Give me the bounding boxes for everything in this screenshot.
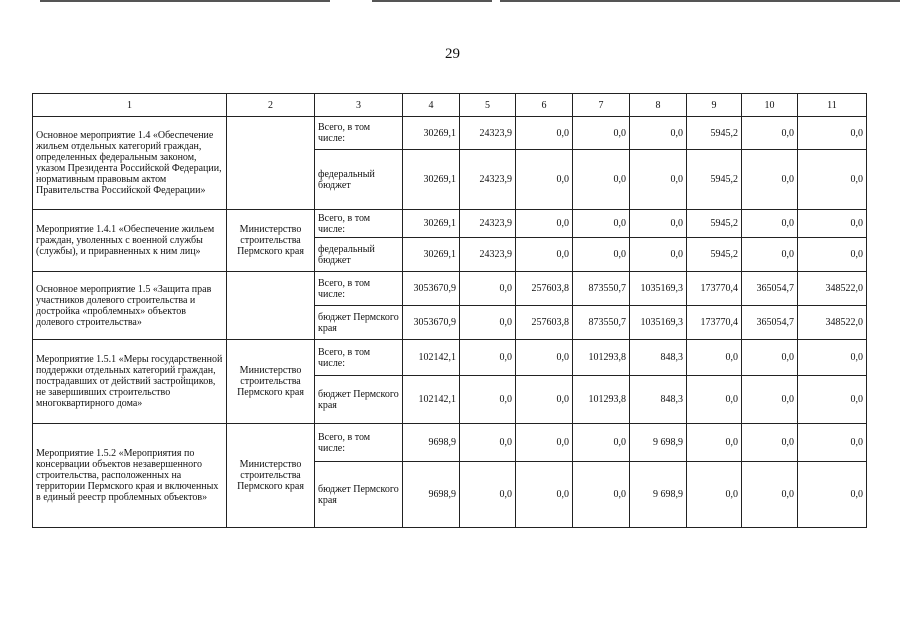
column-header: 9 — [687, 94, 742, 117]
amount-cell: 0,0 — [460, 340, 516, 376]
amount-cell: 0,0 — [460, 376, 516, 424]
funding-source: бюджет Пермского края — [315, 376, 403, 424]
amount-cell: 0,0 — [630, 117, 687, 150]
page-number: 29 — [445, 46, 460, 62]
amount-cell: 0,0 — [798, 150, 867, 210]
amount-cell: 0,0 — [798, 424, 867, 462]
column-header: 7 — [573, 94, 630, 117]
activity-description: Мероприятие 1.5.2 «Мероприятия по консервации объектов незавершенного строительства, расположенных на территории Пермского края и включенных в единый реестр проблемных объектов» — [33, 424, 227, 528]
funding-source: федеральный бюджет — [315, 238, 403, 272]
amount-cell: 365054,7 — [742, 306, 798, 340]
amount-cell: 1035169,3 — [630, 306, 687, 340]
amount-cell: 3053670,9 — [403, 306, 460, 340]
amount-cell: 102142,1 — [403, 340, 460, 376]
column-header: 4 — [403, 94, 460, 117]
amount-cell: 9 698,9 — [630, 424, 687, 462]
amount-cell: 348522,0 — [798, 306, 867, 340]
amount-cell: 0,0 — [687, 462, 742, 528]
amount-cell: 848,3 — [630, 376, 687, 424]
amount-cell: 24323,9 — [460, 238, 516, 272]
amount-cell: 0,0 — [798, 210, 867, 238]
amount-cell: 873550,7 — [573, 306, 630, 340]
amount-cell: 0,0 — [798, 376, 867, 424]
amount-cell: 102142,1 — [403, 376, 460, 424]
amount-cell: 0,0 — [460, 272, 516, 306]
amount-cell: 5945,2 — [687, 238, 742, 272]
amount-cell: 101293,8 — [573, 340, 630, 376]
amount-cell: 0,0 — [516, 150, 573, 210]
header-row — [33, 94, 867, 117]
amount-cell: 365054,7 — [742, 272, 798, 306]
amount-cell: 0,0 — [516, 424, 573, 462]
amount-cell: 0,0 — [516, 210, 573, 238]
column-header: 6 — [516, 94, 573, 117]
table-row — [33, 340, 867, 376]
amount-cell: 0,0 — [630, 150, 687, 210]
amount-cell: 0,0 — [742, 210, 798, 238]
amount-cell: 0,0 — [516, 340, 573, 376]
funding-source: Всего, в том числе: — [315, 424, 403, 462]
amount-cell: 0,0 — [573, 462, 630, 528]
table-row — [33, 424, 867, 462]
amount-cell: 848,3 — [630, 340, 687, 376]
funding-source: Всего, в том числе: — [315, 210, 403, 238]
column-header: 1 — [33, 94, 227, 117]
amount-cell: 0,0 — [573, 150, 630, 210]
amount-cell: 0,0 — [687, 376, 742, 424]
activity-description: Мероприятие 1.5.1 «Меры государственной поддержки отдельных категорий граждан, пострадавших от действий застройщиков, не завершивших строительство многоквартирного дома» — [33, 340, 227, 424]
amount-cell: 257603,8 — [516, 272, 573, 306]
funding-source: Всего, в том числе: — [315, 117, 403, 150]
amount-cell: 30269,1 — [403, 238, 460, 272]
funding-source: Всего, в том числе: — [315, 272, 403, 306]
amount-cell: 0,0 — [687, 340, 742, 376]
activity-description: Основное мероприятие 1.5 «Защита прав участников долевого строительства и достройка «проблемных» объектов долевого строительства» — [33, 272, 227, 340]
funding-source: бюджет Пермского края — [315, 306, 403, 340]
amount-cell: 0,0 — [742, 424, 798, 462]
amount-cell: 0,0 — [573, 117, 630, 150]
amount-cell: 257603,8 — [516, 306, 573, 340]
amount-cell: 0,0 — [516, 117, 573, 150]
column-header: 2 — [227, 94, 315, 117]
amount-cell: 0,0 — [798, 117, 867, 150]
amount-cell: 173770,4 — [687, 272, 742, 306]
amount-cell: 0,0 — [742, 376, 798, 424]
amount-cell: 0,0 — [460, 462, 516, 528]
amount-cell: 0,0 — [630, 238, 687, 272]
column-header: 10 — [742, 94, 798, 117]
amount-cell: 24323,9 — [460, 150, 516, 210]
amount-cell: 348522,0 — [798, 272, 867, 306]
amount-cell: 3053670,9 — [403, 272, 460, 306]
amount-cell: 0,0 — [742, 462, 798, 528]
amount-cell: 0,0 — [687, 424, 742, 462]
funding-source: федеральный бюджет — [315, 150, 403, 210]
amount-cell: 0,0 — [798, 340, 867, 376]
amount-cell: 0,0 — [573, 210, 630, 238]
amount-cell: 9 698,9 — [630, 462, 687, 528]
amount-cell: 5945,2 — [687, 117, 742, 150]
column-header: 11 — [798, 94, 867, 117]
amount-cell: 30269,1 — [403, 150, 460, 210]
amount-cell: 30269,1 — [403, 210, 460, 238]
amount-cell: 0,0 — [460, 306, 516, 340]
table-row — [33, 272, 867, 306]
amount-cell: 0,0 — [516, 238, 573, 272]
funding-source: Всего, в том числе: — [315, 340, 403, 376]
funding-source: бюджет Пермского края — [315, 462, 403, 528]
table-row — [33, 117, 867, 150]
responsible-executor: Министерство строительства Пермского края — [227, 340, 315, 424]
amount-cell: 9698,9 — [403, 462, 460, 528]
column-header: 8 — [630, 94, 687, 117]
amount-cell: 1035169,3 — [630, 272, 687, 306]
amount-cell: 0,0 — [516, 376, 573, 424]
amount-cell: 0,0 — [573, 424, 630, 462]
amount-cell: 0,0 — [742, 150, 798, 210]
amount-cell: 0,0 — [573, 238, 630, 272]
column-header: 5 — [460, 94, 516, 117]
amount-cell: 173770,4 — [687, 306, 742, 340]
amount-cell: 873550,7 — [573, 272, 630, 306]
activity-description: Мероприятие 1.4.1 «Обеспечение жильем граждан, уволенных с военной службы (службы), и приравненных к ним лиц» — [33, 210, 227, 272]
amount-cell: 0,0 — [630, 210, 687, 238]
responsible-executor — [227, 272, 315, 340]
column-header: 3 — [315, 94, 403, 117]
amount-cell: 0,0 — [798, 462, 867, 528]
amount-cell: 5945,2 — [687, 150, 742, 210]
amount-cell: 0,0 — [798, 238, 867, 272]
activity-description: Основное мероприятие 1.4 «Обеспечение жильем отдельных категорий граждан, определенных федеральным законом, указом Президента Российской Федерации, нормативным правовым актом Правительства Российской Федерации» — [33, 117, 227, 210]
table-body — [33, 94, 867, 528]
table-row — [33, 210, 867, 238]
amount-cell: 0,0 — [460, 424, 516, 462]
responsible-executor: Министерство строительства Пермского края — [227, 424, 315, 528]
scan-top-edge — [0, 0, 905, 3]
amount-cell: 24323,9 — [460, 117, 516, 150]
responsible-executor — [227, 117, 315, 210]
amount-cell: 101293,8 — [573, 376, 630, 424]
amount-cell: 0,0 — [742, 340, 798, 376]
amount-cell: 24323,9 — [460, 210, 516, 238]
amount-cell: 0,0 — [742, 117, 798, 150]
amount-cell: 0,0 — [742, 238, 798, 272]
amount-cell: 30269,1 — [403, 117, 460, 150]
responsible-executor: Министерство строительства Пермского края — [227, 210, 315, 272]
amount-cell: 5945,2 — [687, 210, 742, 238]
amount-cell: 0,0 — [516, 462, 573, 528]
budget-table — [32, 93, 867, 528]
amount-cell: 9698,9 — [403, 424, 460, 462]
